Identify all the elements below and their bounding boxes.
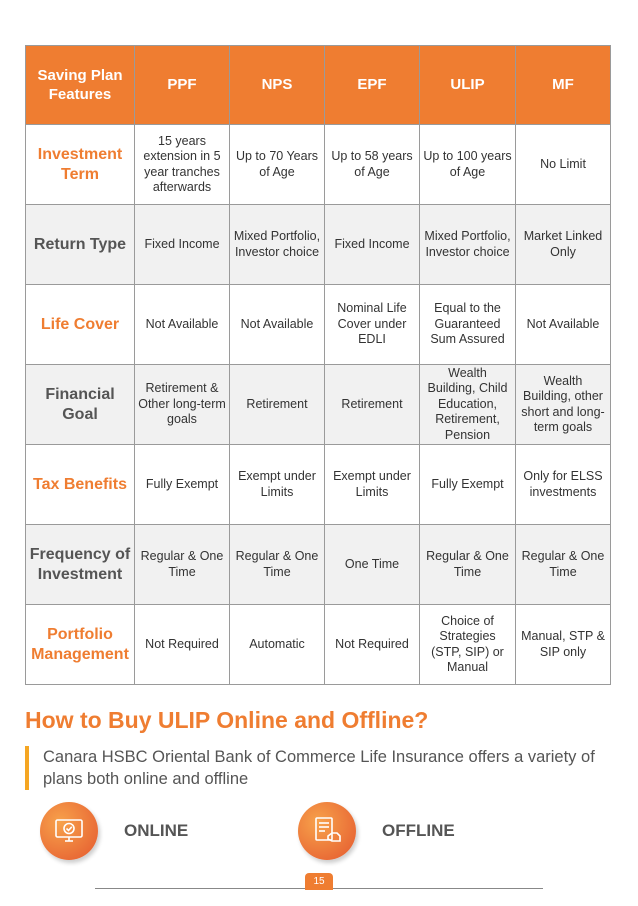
table-cell: Not Required: [135, 605, 230, 685]
header-cell-ppf: PPF: [135, 46, 230, 125]
table-cell: Mixed Portfolio, Investor choice: [420, 205, 516, 285]
table-cell: Retirement: [230, 365, 325, 445]
header-cell-epf: EPF: [325, 46, 420, 125]
table-row: [26, 125, 611, 205]
row-heading: Life Cover: [26, 285, 135, 365]
table-cell: One Time: [325, 525, 420, 605]
table-header-row: [26, 46, 611, 125]
table-cell: No Limit: [516, 125, 611, 205]
table-cell: Retirement & Other long-term goals: [135, 365, 230, 445]
table-cell: Nominal Life Cover under EDLI: [325, 285, 420, 365]
table-cell: Not Available: [516, 285, 611, 365]
comparison-table: [25, 45, 611, 685]
table-cell: Manual, STP & SIP only: [516, 605, 611, 685]
table-cell: 15 years extension in 5 year tranches afterwards: [135, 125, 230, 205]
row-heading: Return Type: [26, 205, 135, 285]
table-cell: Exempt under Limits: [325, 445, 420, 525]
table-cell: Mixed Portfolio, Investor choice: [230, 205, 325, 285]
table-cell: Only for ELSS investments: [516, 445, 611, 525]
comparison-table-container: [25, 45, 610, 685]
row-heading: Portfolio Management: [26, 605, 135, 685]
table-cell: Regular & One Time: [135, 525, 230, 605]
table-cell: Regular & One Time: [230, 525, 325, 605]
table-cell: Regular & One Time: [420, 525, 516, 605]
table-cell: Wealth Building, other short and long-term goals: [516, 365, 611, 445]
table-cell: Up to 58 years of Age: [325, 125, 420, 205]
table-row: [26, 605, 611, 685]
row-heading: Financial Goal: [26, 365, 135, 445]
table-cell: Up to 100 years of Age: [420, 125, 516, 205]
table-cell: Fully Exempt: [420, 445, 516, 525]
row-heading: Frequency of Investment: [26, 525, 135, 605]
table-cell: Exempt under Limits: [230, 445, 325, 525]
online-label: ONLINE: [124, 821, 189, 840]
table-cell: Up to 70 Years of Age: [230, 125, 325, 205]
section-intro: Canara HSBC Oriental Bank of Commerce Life Insurance offers a variety of plans both online and offline: [25, 746, 633, 790]
table-row: [26, 365, 611, 445]
table-cell: Regular & One Time: [516, 525, 611, 605]
table-row: [26, 285, 611, 365]
row-heading: Investment Term: [26, 125, 135, 205]
page-number: 15: [305, 873, 333, 890]
header-cell-features: Saving Plan Features: [26, 46, 135, 125]
table-row: [26, 525, 611, 605]
offline-label: OFFLINE: [382, 821, 455, 840]
table-cell: Automatic: [230, 605, 325, 685]
table-cell: Fixed Income: [325, 205, 420, 285]
table-cell: Retirement: [325, 365, 420, 445]
table-cell: Not Required: [325, 605, 420, 685]
table-cell: Choice of Strategies (STP, SIP) or Manual: [420, 605, 516, 685]
table-cell: Not Available: [135, 285, 230, 365]
header-cell-nps: NPS: [230, 46, 325, 125]
online-option: [40, 802, 188, 860]
table-cell: Equal to the Guaranteed Sum Assured: [420, 285, 516, 365]
offline-option: [298, 802, 455, 860]
section-heading: How to Buy ULIP Online and Offline?: [25, 707, 429, 733]
table-row: [26, 445, 611, 525]
row-heading: Tax Benefits: [26, 445, 135, 525]
table-cell: Market Linked Only: [516, 205, 611, 285]
table-cell: Fully Exempt: [135, 445, 230, 525]
document-handshake-icon: [298, 802, 356, 860]
header-cell-ulip: ULIP: [420, 46, 516, 125]
header-cell-mf: MF: [516, 46, 611, 125]
table-row: [26, 205, 611, 285]
table-cell: Not Available: [230, 285, 325, 365]
table-cell: Wealth Building, Child Education, Retirement, Pension: [420, 365, 516, 445]
computer-checkmark-icon: [40, 802, 98, 860]
table-cell: Fixed Income: [135, 205, 230, 285]
